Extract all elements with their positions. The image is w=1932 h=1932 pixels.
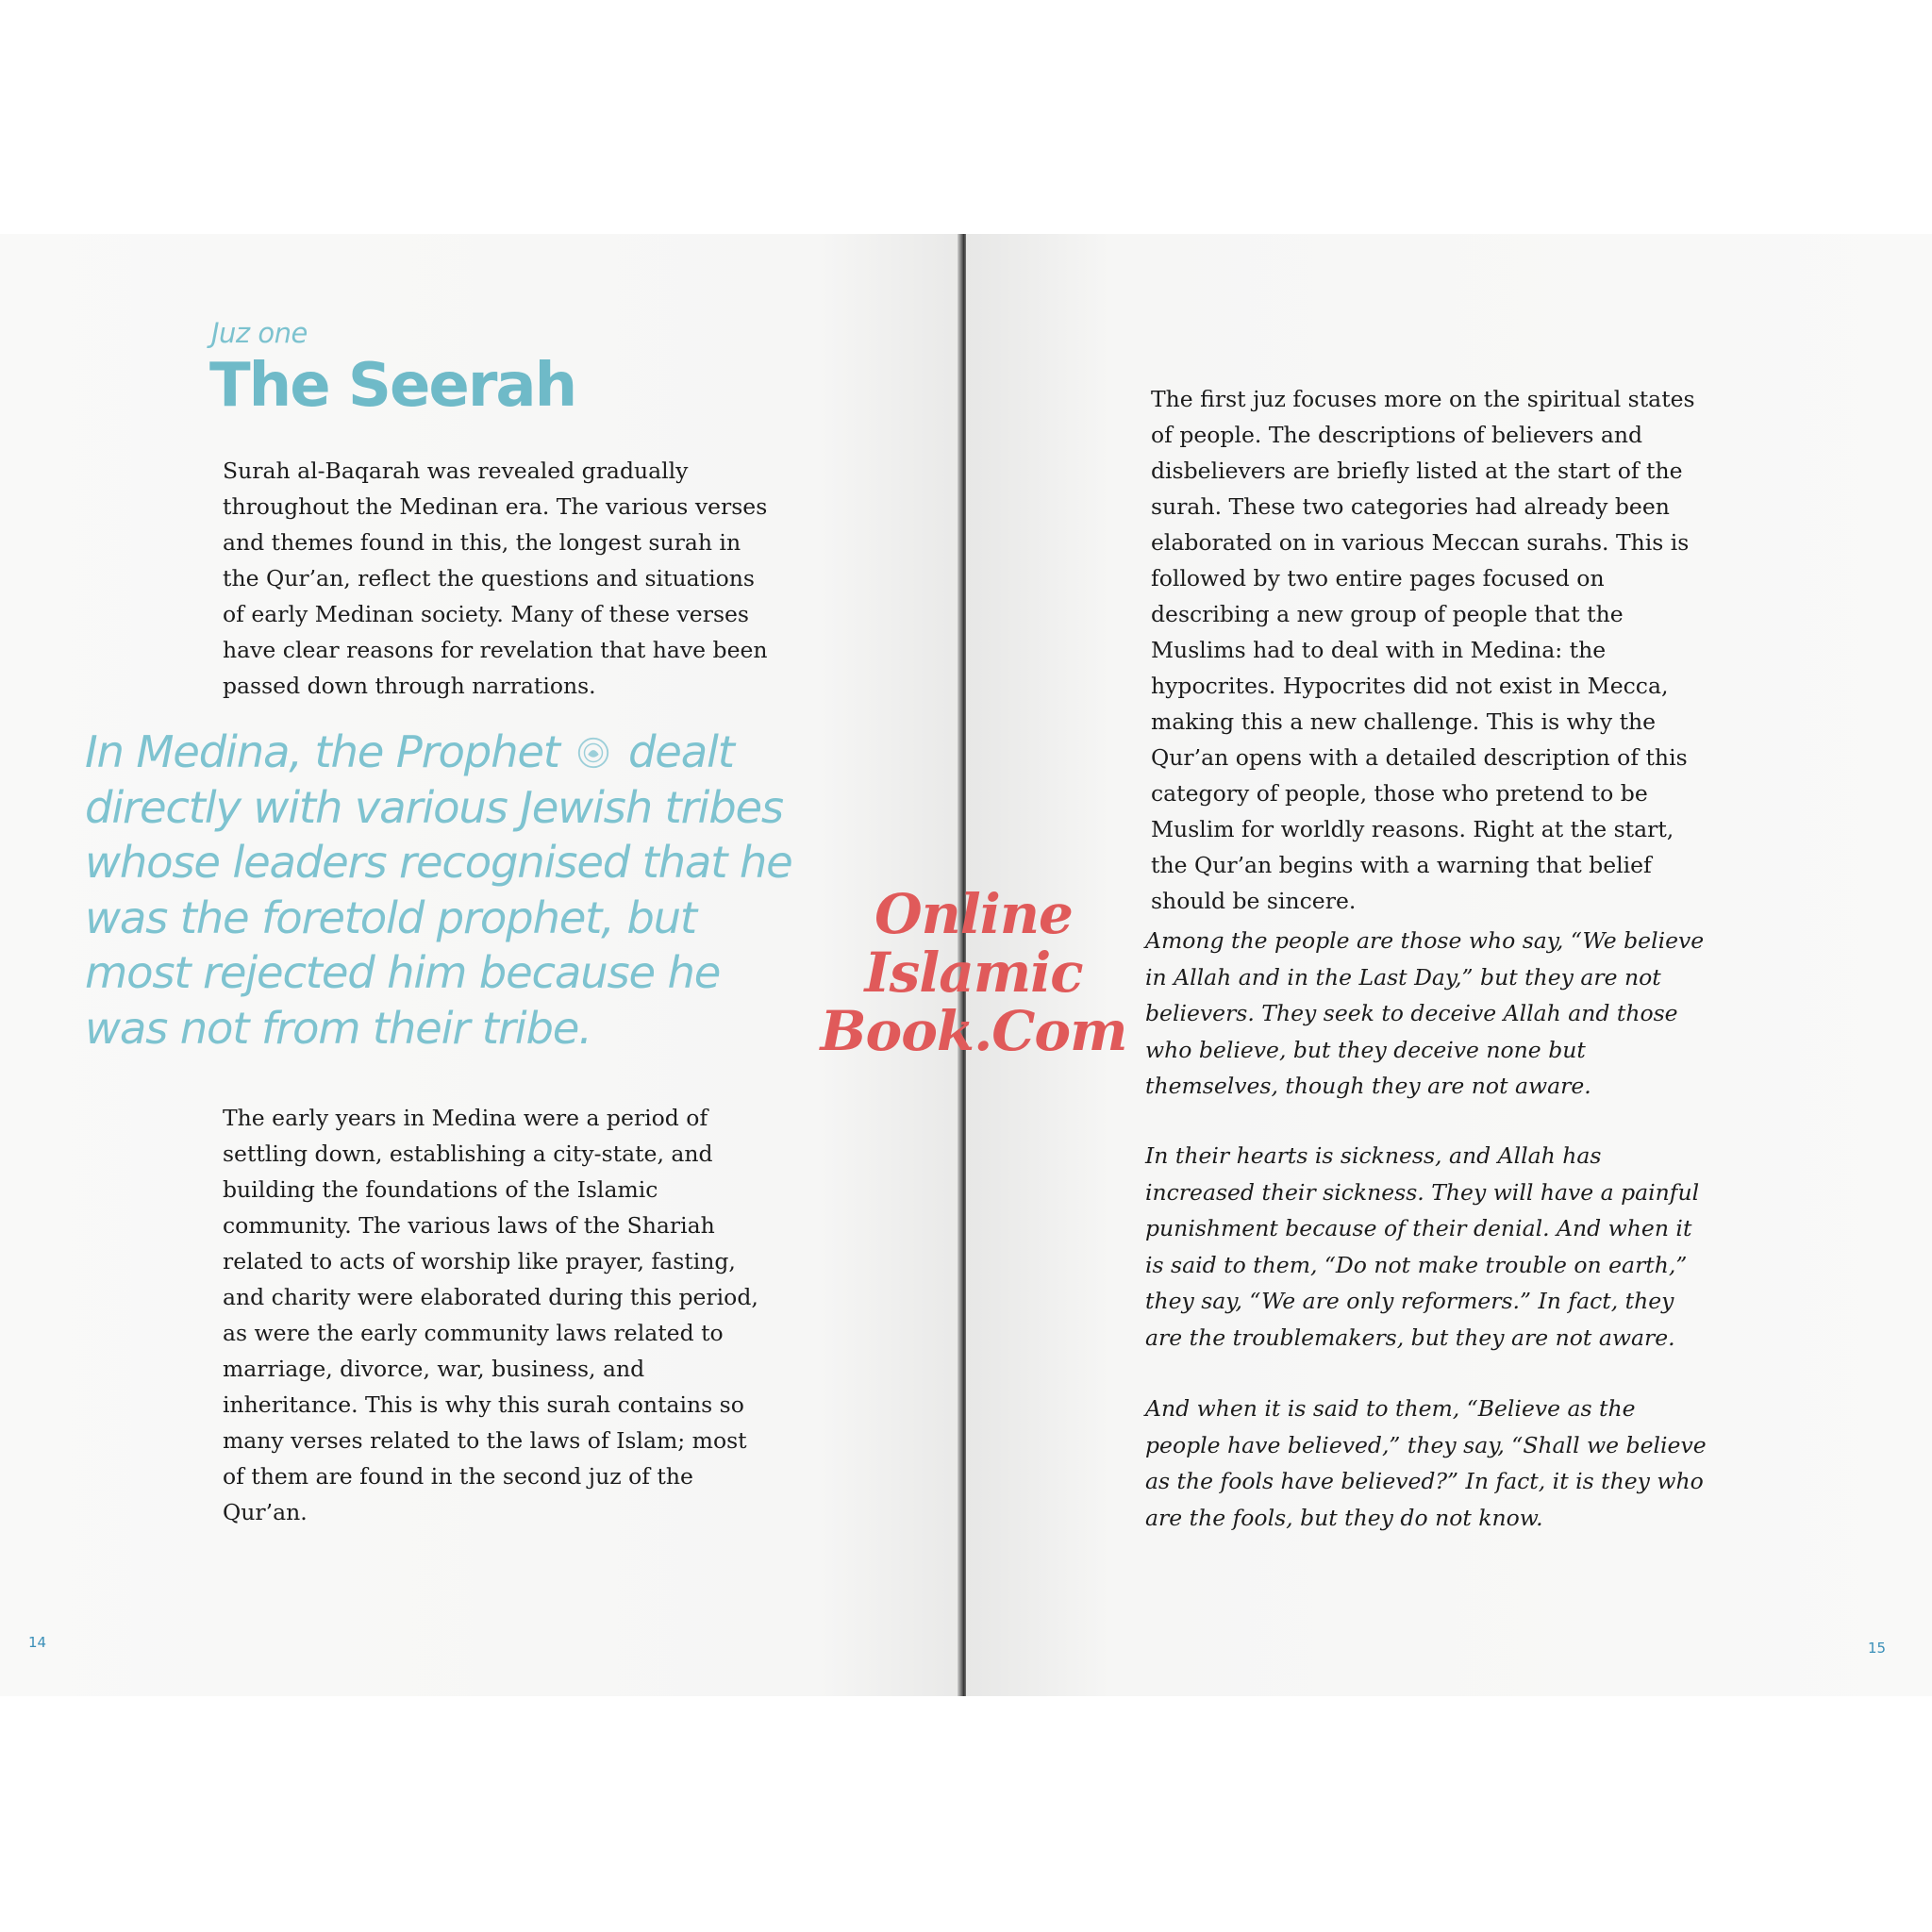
section-kicker: Juz one [211, 317, 308, 349]
quran-verse-2: In their hearts is sickness, and Allah has increased their sickness. They will have a painful punishment because of their denial. And when it is said to them, “Do not make trouble on earth,” they say, “We are only reformers.” In fact, they are the troublemakers, but they are not aware. [1145, 1142, 1700, 1351]
page-title: The Seerah [209, 351, 576, 421]
watermark-line-2: Book.Com [820, 999, 1127, 1063]
quran-verse-3: And when it is said to them, “Believe as the people have believed,” they say, “Shall we believe as the fools have believed?” In fact, it is they who are the fools, but they do not know. [1145, 1395, 1707, 1531]
pull-quote-start: In Medina, the Prophet [85, 726, 559, 777]
prophet-honorific-icon [575, 735, 611, 771]
pull-quote [85, 724, 802, 1056]
watermark [766, 882, 1181, 1063]
page-number-right: 15 [1868, 1640, 1887, 1657]
body-paragraph: The early years in Medina were a period of settling down, establishing a city-state, and building the foundations of the Islamic community. The various laws of the Shariah related to acts of worship like prayer, fasting, and charity were elaborated during this period, as were the early community laws related to marriage, divorce, war, business, and inheritance. This is why this surah contains so many verses related to the laws of Islam; most of them are found in the second juz of the Qur’an. [223, 1105, 758, 1525]
right-body-paragraph: The first juz focuses more on the spiritual states of people. The descriptions of believers and disbelievers are briefly listed at the start of the surah. These two categories had already been elaborated on in various Meccan surahs. This is followed by two entire pages focused on describing a new group of people that the Muslims had to deal with in Medina: the hypocrites. Hypocrites did not exist in Mecca, making this a new challenge. This is why the Qur’an opens with a detailed description of this category of people, those who pretend to be Muslim for worldly reasons. Right at the start, the Qur’an begins with a warning that belief should be sincere. [1151, 386, 1695, 914]
quran-verse-1: Among the people are those who say, “We believe in Allah and in the Last Day,” but they are not believers. They seek to deceive Allah and those who believe, but they deceive none but themselves, though they are not aware. [1145, 927, 1705, 1099]
intro-paragraph: Surah al-Baqarah was revealed gradually throughout the Medinan era. The various verses and themes found in this, the longest surah in the Qur’an, reflect the questions and situations of early Medinan society. Many of these verses have clear reasons for revelation that have been passed down through narrations. [223, 458, 768, 699]
pull-quote-end: dealt directly with various Jewish tribes whose leaders recognised that he was the foretold prophet, but most rejected him because he was not from their tribe. [85, 726, 792, 1054]
watermark-line-1: Online Islamic [864, 882, 1083, 1005]
page-number-left: 14 [28, 1634, 47, 1651]
